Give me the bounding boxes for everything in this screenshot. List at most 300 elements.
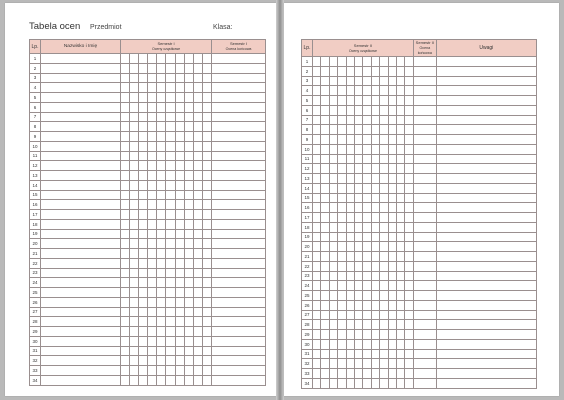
grade-entry-cell[interactable] (313, 378, 321, 388)
grade-entry-cell[interactable] (396, 154, 404, 164)
grade-entry-cell[interactable] (193, 83, 202, 93)
grade-entry-cell[interactable] (313, 232, 321, 242)
grade-entry-cell[interactable] (436, 125, 536, 135)
grade-entry-cell[interactable] (346, 222, 354, 232)
grade-entry-cell[interactable] (329, 203, 337, 213)
grade-entry-cell[interactable] (338, 349, 346, 359)
grade-entry-cell[interactable] (148, 210, 157, 220)
grade-entry-cell[interactable] (130, 190, 139, 200)
grade-entry-cell[interactable] (371, 310, 379, 320)
grade-entry-cell[interactable] (166, 141, 175, 151)
grade-entry-cell[interactable] (121, 297, 130, 307)
grade-entry-cell[interactable] (139, 268, 148, 278)
grade-entry-cell[interactable] (313, 66, 321, 76)
grade-entry-cell[interactable] (329, 174, 337, 184)
grade-entry-cell[interactable] (148, 180, 157, 190)
grade-entry-cell[interactable] (405, 164, 414, 174)
grade-entry-cell[interactable] (436, 261, 536, 271)
grade-entry-cell[interactable] (388, 320, 396, 330)
grade-entry-cell[interactable] (413, 154, 436, 164)
grade-entry-cell[interactable] (193, 141, 202, 151)
grade-entry-cell[interactable] (354, 164, 362, 174)
grade-entry-cell[interactable] (313, 261, 321, 271)
grade-entry-cell[interactable] (363, 281, 371, 291)
grade-entry-cell[interactable] (175, 356, 184, 366)
grade-entry-cell[interactable] (405, 320, 414, 330)
grade-entry-cell[interactable] (148, 366, 157, 376)
grade-entry-cell[interactable] (121, 317, 130, 327)
grade-entry-cell[interactable] (354, 271, 362, 281)
grade-entry-cell[interactable] (212, 268, 266, 278)
grade-entry-cell[interactable] (313, 222, 321, 232)
grade-entry-cell[interactable] (175, 132, 184, 142)
grade-entry-cell[interactable] (380, 135, 388, 145)
grade-entry-cell[interactable] (157, 54, 166, 64)
grade-entry-cell[interactable] (371, 86, 379, 96)
grade-entry-cell[interactable] (193, 327, 202, 337)
grade-entry-cell[interactable] (321, 135, 329, 145)
grade-entry-cell[interactable] (313, 271, 321, 281)
grade-entry-cell[interactable] (148, 151, 157, 161)
grade-entry-cell[interactable] (436, 86, 536, 96)
grade-entry-cell[interactable] (193, 190, 202, 200)
grade-entry-cell[interactable] (388, 300, 396, 310)
grade-entry-cell[interactable] (148, 346, 157, 356)
grade-entry-cell[interactable] (371, 349, 379, 359)
grade-entry-cell[interactable] (354, 330, 362, 340)
grade-entry-cell[interactable] (121, 268, 130, 278)
grade-entry-cell[interactable] (388, 291, 396, 301)
grade-entry-cell[interactable] (396, 66, 404, 76)
grade-entry-cell[interactable] (354, 369, 362, 379)
grade-entry-cell[interactable] (371, 369, 379, 379)
grade-entry-cell[interactable] (363, 164, 371, 174)
grade-entry-cell[interactable] (413, 339, 436, 349)
grade-entry-cell[interactable] (405, 330, 414, 340)
grade-entry-cell[interactable] (436, 369, 536, 379)
grade-entry-cell[interactable] (413, 271, 436, 281)
grade-entry-cell[interactable] (405, 339, 414, 349)
grade-entry-cell[interactable] (148, 356, 157, 366)
grade-entry-cell[interactable] (436, 115, 536, 125)
grade-entry-cell[interactable] (175, 141, 184, 151)
grade-entry-cell[interactable] (380, 154, 388, 164)
grade-entry-cell[interactable] (166, 171, 175, 181)
grade-entry-cell[interactable] (363, 57, 371, 67)
grade-entry-cell[interactable] (130, 356, 139, 366)
grade-entry-cell[interactable] (184, 375, 193, 385)
grade-entry-cell[interactable] (321, 330, 329, 340)
grade-entry-cell[interactable] (139, 112, 148, 122)
grade-entry-cell[interactable] (363, 291, 371, 301)
grade-entry-cell[interactable] (354, 203, 362, 213)
grade-entry-cell[interactable] (436, 291, 536, 301)
grade-entry-cell[interactable] (329, 86, 337, 96)
grade-entry-cell[interactable] (338, 57, 346, 67)
grade-entry-cell[interactable] (388, 369, 396, 379)
grade-entry-cell[interactable] (371, 378, 379, 388)
grade-entry-cell[interactable] (388, 349, 396, 359)
grade-entry-cell[interactable] (175, 258, 184, 268)
grade-entry-cell[interactable] (313, 310, 321, 320)
grade-entry-cell[interactable] (380, 203, 388, 213)
grade-entry-cell[interactable] (166, 336, 175, 346)
grade-entry-cell[interactable] (313, 320, 321, 330)
grade-entry-cell[interactable] (148, 317, 157, 327)
grade-entry-cell[interactable] (139, 366, 148, 376)
grade-entry-cell[interactable] (405, 349, 414, 359)
grade-entry-cell[interactable] (354, 261, 362, 271)
grade-entry-cell[interactable] (405, 144, 414, 154)
grade-entry-cell[interactable] (202, 141, 211, 151)
grade-entry-cell[interactable] (157, 122, 166, 132)
grade-entry-cell[interactable] (184, 278, 193, 288)
grade-entry-cell[interactable] (175, 171, 184, 181)
grade-entry-cell[interactable] (321, 125, 329, 135)
grade-entry-cell[interactable] (396, 144, 404, 154)
grade-entry-cell[interactable] (175, 268, 184, 278)
grade-entry-cell[interactable] (338, 174, 346, 184)
grade-entry-cell[interactable] (380, 86, 388, 96)
grade-entry-cell[interactable] (363, 232, 371, 242)
grade-entry-cell[interactable] (41, 375, 121, 385)
grade-entry-cell[interactable] (121, 54, 130, 64)
grade-entry-cell[interactable] (346, 174, 354, 184)
grade-entry-cell[interactable] (329, 164, 337, 174)
grade-entry-cell[interactable] (166, 132, 175, 142)
grade-entry-cell[interactable] (354, 378, 362, 388)
grade-entry-cell[interactable] (166, 161, 175, 171)
grade-entry-cell[interactable] (436, 349, 536, 359)
grade-entry-cell[interactable] (388, 281, 396, 291)
grade-entry-cell[interactable] (436, 135, 536, 145)
grade-entry-cell[interactable] (184, 122, 193, 132)
grade-entry-cell[interactable] (354, 359, 362, 369)
grade-entry-cell[interactable] (380, 66, 388, 76)
grade-entry-cell[interactable] (148, 307, 157, 317)
grade-entry-cell[interactable] (157, 210, 166, 220)
grade-entry-cell[interactable] (130, 63, 139, 73)
grade-entry-cell[interactable] (388, 164, 396, 174)
grade-entry-cell[interactable] (388, 193, 396, 203)
grade-entry-cell[interactable] (121, 73, 130, 83)
grade-entry-cell[interactable] (139, 132, 148, 142)
grade-entry-cell[interactable] (175, 93, 184, 103)
grade-entry-cell[interactable] (212, 288, 266, 298)
grade-entry-cell[interactable] (41, 249, 121, 259)
grade-entry-cell[interactable] (175, 327, 184, 337)
grade-entry-cell[interactable] (139, 327, 148, 337)
grade-entry-cell[interactable] (313, 105, 321, 115)
grade-entry-cell[interactable] (212, 132, 266, 142)
grade-entry-cell[interactable] (202, 73, 211, 83)
grade-entry-cell[interactable] (396, 271, 404, 281)
grade-entry-cell[interactable] (175, 200, 184, 210)
grade-entry-cell[interactable] (184, 219, 193, 229)
grade-entry-cell[interactable] (388, 144, 396, 154)
grade-entry-cell[interactable] (354, 115, 362, 125)
grade-entry-cell[interactable] (184, 141, 193, 151)
grade-entry-cell[interactable] (321, 320, 329, 330)
grade-entry-cell[interactable] (321, 193, 329, 203)
grade-entry-cell[interactable] (212, 210, 266, 220)
grade-entry-cell[interactable] (166, 63, 175, 73)
grade-entry-cell[interactable] (354, 105, 362, 115)
grade-entry-cell[interactable] (371, 115, 379, 125)
grade-entry-cell[interactable] (157, 268, 166, 278)
grade-entry-cell[interactable] (121, 210, 130, 220)
grade-entry-cell[interactable] (130, 249, 139, 259)
grade-entry-cell[interactable] (338, 242, 346, 252)
grade-entry-cell[interactable] (139, 93, 148, 103)
grade-entry-cell[interactable] (212, 54, 266, 64)
grade-entry-cell[interactable] (346, 330, 354, 340)
grade-entry-cell[interactable] (139, 346, 148, 356)
grade-entry-cell[interactable] (41, 151, 121, 161)
grade-entry-cell[interactable] (148, 239, 157, 249)
grade-entry-cell[interactable] (380, 300, 388, 310)
grade-entry-cell[interactable] (121, 336, 130, 346)
grade-entry-cell[interactable] (41, 317, 121, 327)
grade-entry-cell[interactable] (371, 213, 379, 223)
grade-entry-cell[interactable] (380, 320, 388, 330)
grade-entry-cell[interactable] (175, 219, 184, 229)
grade-entry-cell[interactable] (212, 356, 266, 366)
grade-entry-cell[interactable] (184, 102, 193, 112)
grade-entry-cell[interactable] (139, 122, 148, 132)
grade-entry-cell[interactable] (396, 86, 404, 96)
grade-entry-cell[interactable] (338, 222, 346, 232)
grade-entry-cell[interactable] (157, 63, 166, 73)
grade-entry-cell[interactable] (371, 300, 379, 310)
grade-entry-cell[interactable] (363, 378, 371, 388)
grade-entry-cell[interactable] (436, 378, 536, 388)
grade-entry-cell[interactable] (388, 57, 396, 67)
grade-entry-cell[interactable] (193, 249, 202, 259)
grade-entry-cell[interactable] (413, 291, 436, 301)
grade-entry-cell[interactable] (121, 83, 130, 93)
grade-entry-cell[interactable] (380, 105, 388, 115)
grade-entry-cell[interactable] (184, 210, 193, 220)
grade-entry-cell[interactable] (202, 297, 211, 307)
grade-entry-cell[interactable] (157, 356, 166, 366)
grade-entry-cell[interactable] (338, 291, 346, 301)
grade-entry-cell[interactable] (41, 161, 121, 171)
grade-entry-cell[interactable] (212, 102, 266, 112)
grade-entry-cell[interactable] (396, 174, 404, 184)
grade-entry-cell[interactable] (363, 144, 371, 154)
grade-entry-cell[interactable] (363, 86, 371, 96)
grade-entry-cell[interactable] (139, 141, 148, 151)
grade-entry-cell[interactable] (396, 291, 404, 301)
grade-entry-cell[interactable] (405, 252, 414, 262)
grade-entry-cell[interactable] (388, 310, 396, 320)
grade-entry-cell[interactable] (371, 96, 379, 106)
grade-entry-cell[interactable] (346, 193, 354, 203)
grade-entry-cell[interactable] (184, 366, 193, 376)
grade-entry-cell[interactable] (139, 151, 148, 161)
grade-entry-cell[interactable] (157, 102, 166, 112)
grade-entry-cell[interactable] (354, 320, 362, 330)
grade-entry-cell[interactable] (329, 339, 337, 349)
grade-entry-cell[interactable] (313, 242, 321, 252)
grade-entry-cell[interactable] (413, 222, 436, 232)
grade-entry-cell[interactable] (321, 164, 329, 174)
grade-entry-cell[interactable] (193, 229, 202, 239)
grade-entry-cell[interactable] (130, 171, 139, 181)
grade-entry-cell[interactable] (139, 219, 148, 229)
grade-entry-cell[interactable] (371, 320, 379, 330)
grade-entry-cell[interactable] (396, 164, 404, 174)
grade-entry-cell[interactable] (436, 76, 536, 86)
grade-entry-cell[interactable] (413, 242, 436, 252)
grade-entry-cell[interactable] (363, 125, 371, 135)
grade-entry-cell[interactable] (388, 96, 396, 106)
grade-entry-cell[interactable] (130, 112, 139, 122)
grade-entry-cell[interactable] (380, 96, 388, 106)
grade-entry-cell[interactable] (313, 174, 321, 184)
grade-entry-cell[interactable] (436, 330, 536, 340)
grade-entry-cell[interactable] (436, 203, 536, 213)
grade-entry-cell[interactable] (212, 366, 266, 376)
grade-entry-cell[interactable] (436, 310, 536, 320)
grade-entry-cell[interactable] (354, 252, 362, 262)
grade-entry-cell[interactable] (313, 76, 321, 86)
grade-entry-cell[interactable] (41, 141, 121, 151)
grade-entry-cell[interactable] (130, 366, 139, 376)
grade-entry-cell[interactable] (436, 232, 536, 242)
grade-entry-cell[interactable] (212, 161, 266, 171)
grade-entry-cell[interactable] (212, 141, 266, 151)
grade-entry-cell[interactable] (363, 174, 371, 184)
grade-entry-cell[interactable] (139, 307, 148, 317)
grade-entry-cell[interactable] (321, 359, 329, 369)
grade-entry-cell[interactable] (121, 161, 130, 171)
grade-entry-cell[interactable] (371, 271, 379, 281)
grade-entry-cell[interactable] (346, 281, 354, 291)
grade-entry-cell[interactable] (338, 271, 346, 281)
grade-entry-cell[interactable] (388, 261, 396, 271)
grade-entry-cell[interactable] (130, 83, 139, 93)
grade-entry-cell[interactable] (363, 359, 371, 369)
grade-entry-cell[interactable] (166, 93, 175, 103)
grade-entry-cell[interactable] (321, 174, 329, 184)
grade-entry-cell[interactable] (363, 154, 371, 164)
grade-entry-cell[interactable] (371, 203, 379, 213)
grade-entry-cell[interactable] (139, 288, 148, 298)
grade-entry-cell[interactable] (139, 317, 148, 327)
grade-entry-cell[interactable] (130, 288, 139, 298)
grade-entry-cell[interactable] (175, 161, 184, 171)
grade-entry-cell[interactable] (121, 239, 130, 249)
grade-entry-cell[interactable] (413, 232, 436, 242)
grade-entry-cell[interactable] (148, 112, 157, 122)
grade-entry-cell[interactable] (202, 132, 211, 142)
grade-entry-cell[interactable] (193, 346, 202, 356)
grade-entry-cell[interactable] (396, 330, 404, 340)
grade-entry-cell[interactable] (354, 291, 362, 301)
grade-entry-cell[interactable] (329, 76, 337, 86)
grade-entry-cell[interactable] (346, 261, 354, 271)
grade-entry-cell[interactable] (354, 154, 362, 164)
grade-entry-cell[interactable] (396, 115, 404, 125)
grade-entry-cell[interactable] (321, 378, 329, 388)
grade-entry-cell[interactable] (388, 115, 396, 125)
grade-entry-cell[interactable] (338, 232, 346, 242)
grade-entry-cell[interactable] (338, 320, 346, 330)
grade-entry-cell[interactable] (193, 171, 202, 181)
grade-entry-cell[interactable] (380, 193, 388, 203)
grade-entry-cell[interactable] (202, 268, 211, 278)
grade-entry-cell[interactable] (184, 73, 193, 83)
grade-entry-cell[interactable] (166, 102, 175, 112)
grade-entry-cell[interactable] (354, 310, 362, 320)
grade-entry-cell[interactable] (193, 278, 202, 288)
grade-entry-cell[interactable] (396, 378, 404, 388)
grade-entry-cell[interactable] (166, 210, 175, 220)
grade-entry-cell[interactable] (166, 239, 175, 249)
grade-entry-cell[interactable] (41, 200, 121, 210)
grade-entry-cell[interactable] (157, 132, 166, 142)
grade-entry-cell[interactable] (413, 281, 436, 291)
grade-entry-cell[interactable] (212, 239, 266, 249)
grade-entry-cell[interactable] (413, 310, 436, 320)
grade-entry-cell[interactable] (157, 258, 166, 268)
grade-entry-cell[interactable] (396, 96, 404, 106)
grade-entry-cell[interactable] (139, 229, 148, 239)
grade-entry-cell[interactable] (436, 164, 536, 174)
grade-entry-cell[interactable] (405, 359, 414, 369)
grade-entry-cell[interactable] (371, 330, 379, 340)
grade-entry-cell[interactable] (405, 76, 414, 86)
grade-entry-cell[interactable] (436, 281, 536, 291)
grade-entry-cell[interactable] (321, 154, 329, 164)
grade-entry-cell[interactable] (388, 378, 396, 388)
grade-entry-cell[interactable] (202, 366, 211, 376)
grade-entry-cell[interactable] (405, 232, 414, 242)
grade-entry-cell[interactable] (338, 369, 346, 379)
grade-entry-cell[interactable] (41, 356, 121, 366)
grade-entry-cell[interactable] (121, 122, 130, 132)
grade-entry-cell[interactable] (371, 164, 379, 174)
grade-entry-cell[interactable] (202, 180, 211, 190)
grade-entry-cell[interactable] (184, 297, 193, 307)
grade-entry-cell[interactable] (329, 232, 337, 242)
grade-entry-cell[interactable] (346, 203, 354, 213)
grade-entry-cell[interactable] (148, 336, 157, 346)
grade-entry-cell[interactable] (388, 76, 396, 86)
grade-entry-cell[interactable] (157, 151, 166, 161)
grade-entry-cell[interactable] (130, 102, 139, 112)
grade-entry-cell[interactable] (193, 63, 202, 73)
grade-entry-cell[interactable] (338, 86, 346, 96)
grade-entry-cell[interactable] (321, 339, 329, 349)
grade-entry-cell[interactable] (212, 171, 266, 181)
grade-entry-cell[interactable] (121, 151, 130, 161)
grade-entry-cell[interactable] (321, 232, 329, 242)
grade-entry-cell[interactable] (436, 213, 536, 223)
grade-entry-cell[interactable] (321, 252, 329, 262)
grade-entry-cell[interactable] (321, 115, 329, 125)
grade-entry-cell[interactable] (354, 281, 362, 291)
grade-entry-cell[interactable] (157, 346, 166, 356)
grade-entry-cell[interactable] (184, 356, 193, 366)
grade-entry-cell[interactable] (139, 258, 148, 268)
grade-entry-cell[interactable] (157, 317, 166, 327)
grade-entry-cell[interactable] (41, 258, 121, 268)
grade-entry-cell[interactable] (166, 151, 175, 161)
grade-entry-cell[interactable] (184, 63, 193, 73)
